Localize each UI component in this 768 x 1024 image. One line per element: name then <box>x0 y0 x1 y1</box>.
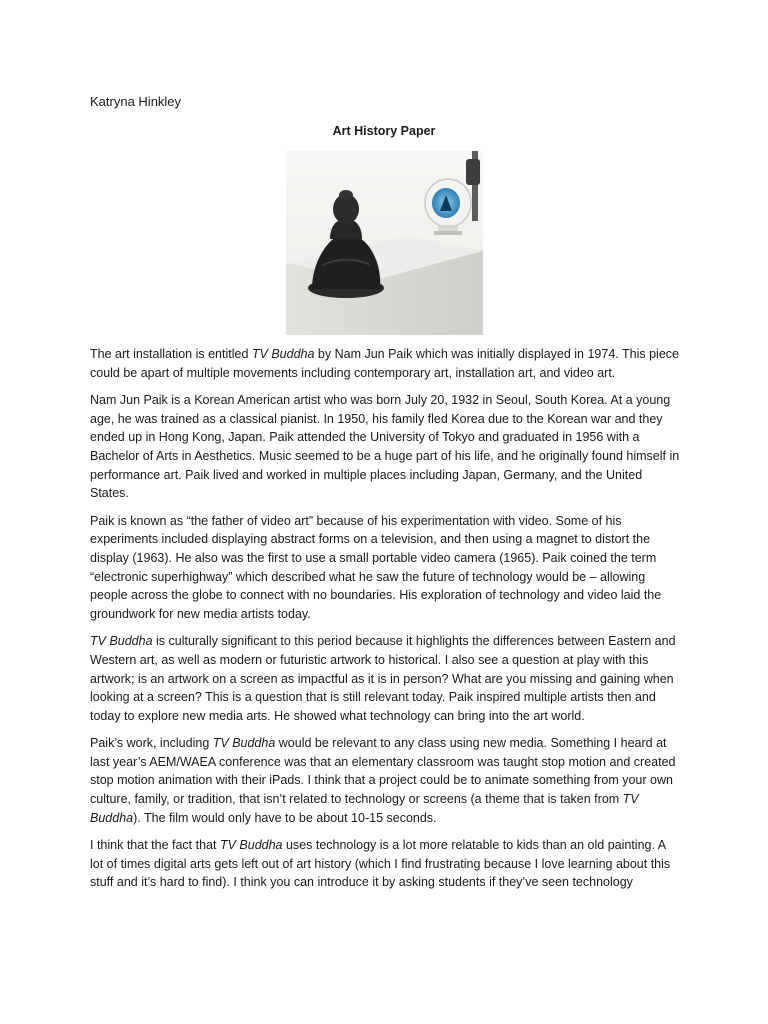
paper-body <box>90 345 680 901</box>
tv-buddha-photo <box>286 151 483 335</box>
author-name: Katryna Hinkley <box>90 94 182 109</box>
artwork-title: TV Buddha <box>219 838 283 853</box>
paragraph-relatable: I think that the fact that TV Buddha uses technology is a lot more relatable to kids than an old painting. A lot of times digital arts gets left out of art history (which I find frustrating because I love learning about this stuff and it’s hard to find). I think you can introduce it by asking students if they’ve seen technology <box>90 838 671 890</box>
paragraph-biography: Nam Jun Paik is a Korean American artist who was born July 20, 1932 in Seoul, South Korea. At a young age, he was trained as a classical pianist. In 1950, his family fled Korea due to the Korean war and they ended up in Hong Kong, Japan. Paik attended the University of Tokyo and graduated in 1956 with a Bachelor of Arts in Aesthetics. Music seemed to be a huge part of his life, and he originally found himself in performance art. Paik lived and worked in multiple places including Japan, Germany, and the United States. <box>90 393 680 501</box>
artwork-title: TV Buddha <box>212 736 276 751</box>
tv-buddha-illustration <box>286 151 483 335</box>
paper-title: Art History Paper <box>332 124 436 138</box>
artwork-title: TV Buddha <box>90 634 153 649</box>
paragraph-video-art: Paik is known as “the father of video art” because of his experimentation with video. Some of his experiments included displaying abstract forms on a television, and then using a magnet to distort the display (1963). He also was the first to use a small portable video camera (1965). Paik coined the term “electronic superhighway” which described what he saw the future of technology would be – allowing people across the globe to connect with no boundaries. His exploration of technology and video laid the groundwork for new media artists today. <box>90 513 662 621</box>
artwork-title: TV Buddha <box>251 347 315 361</box>
paragraph-classroom: Paik’s work, including TV Buddha would be relevant to any class using new media. Something I heard at last year’s AEM/WAEA conference was that an elementary classroom was taught stop motion and created stop motion animation with their iPads. I think that a project could be to animate something from your own culture, family, or tradition, that isn’t related to technology or screens (a theme that is taken from TV Buddha). The film would only have to be about 10-15 seconds. <box>90 736 676 825</box>
paragraph-intro: The art installation is entitled TV Buddha by Nam Jun Paik which was initially displayed in 1974. This piece could be apart of multiple movements including contemporary art, installation art, and video art. <box>90 347 679 380</box>
paragraph-significance: TV Buddha is culturally significant to this period because it highlights the differences between Eastern and Western art, as well as modern or futuristic artwork to historical. I also see a question at play with this artwork; is an artwork on a screen as impactful as it is in person? What are you missing and gaining when looking at a screen? This is a question that is still relevant today. Paik inspired multiple artists then and today to explore new media arts. He showed what technology can bring into the art world. <box>90 634 676 723</box>
artwork-title: TV Buddha <box>90 792 639 825</box>
